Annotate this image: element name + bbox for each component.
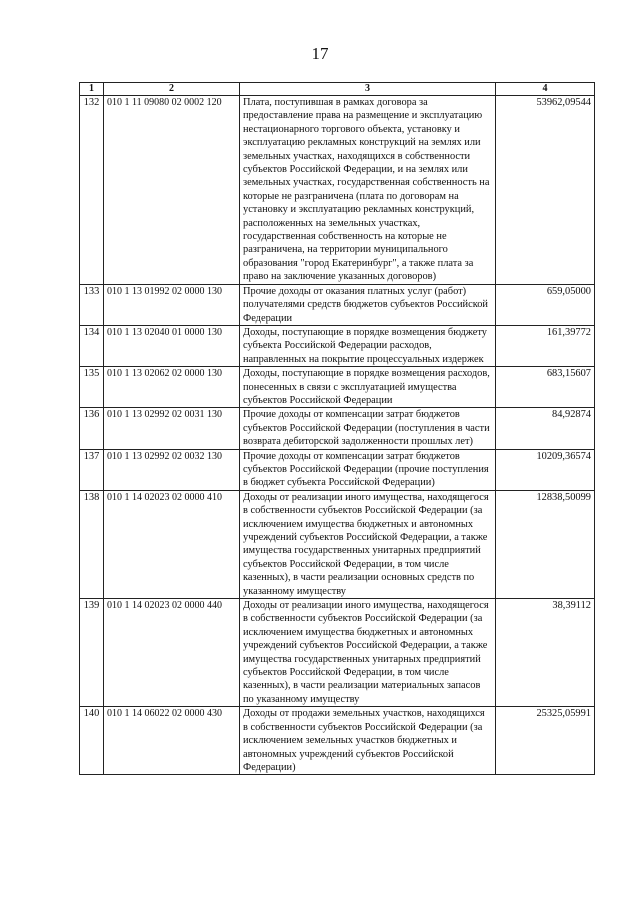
income-amount: 161,39772 — [496, 325, 595, 366]
income-description: Доходы от реализации иного имущества, находящегося в собственности субъектов Российской Федерации (за исключением имущества бюджетных и автономных учреждений субъектов Российской Федерации, а также имущества государственных унитарных предприятий субъектов Российской Федерации, в том числе казенных), в части реализации основных средств по указанному имуществу — [240, 490, 496, 598]
income-description: Доходы от продажи земельных участков, находящихся в собственности субъектов Российской Федерации (за исключением земельных участков бюджетных и автономных учреждений субъектов Российской Федерации) — [240, 707, 496, 775]
table-row — [80, 367, 595, 408]
row-number: 136 — [80, 408, 104, 449]
income-amount: 53962,09544 — [496, 96, 595, 285]
row-number: 139 — [80, 599, 104, 707]
revenue-table — [79, 82, 595, 775]
row-number: 140 — [80, 707, 104, 775]
row-number: 132 — [80, 96, 104, 285]
table-row — [80, 599, 595, 707]
income-description: Доходы от реализации иного имущества, находящегося в собственности субъектов Российской Федерации (за исключением имущества бюджетных и автономных учреждений субъектов Российской Федерации, а также имущества государственных унитарных предприятий субъектов Российской Федерации, в том числе казенных), в части реализации материальных запасов по указанному имуществу — [240, 599, 496, 707]
table-row — [80, 284, 595, 325]
income-description: Доходы, поступающие в порядке возмещения расходов, понесенных в связи с эксплуатацией имущества субъектов Российской Федерации — [240, 367, 496, 408]
income-description: Прочие доходы от оказания платных услуг (работ) получателями средств бюджетов субъектов Российской Федерации — [240, 284, 496, 325]
income-amount: 25325,05991 — [496, 707, 595, 775]
income-amount: 38,39112 — [496, 599, 595, 707]
table-row — [80, 449, 595, 490]
budget-code: 010 1 14 06022 02 0000 430 — [104, 707, 240, 775]
income-amount: 12838,50099 — [496, 490, 595, 598]
income-description: Плата, поступившая в рамках договора за предоставление права на размещение и эксплуатацию нестационарного торгового объекта, установку и эксплуатацию рекламных конструкций на землях или земельных участках, находящихся в собственности субъектов Российской Федерации, и на землях или земельных участках, государственная собственность на которые не разграничена (плата по договорам на установку и эксплуатацию рекламных конструкций, расположенных на земельных участках, государственная собственность на которые не разграничена, на территории муниципального образования "город Екатеринбург", а также плата за право на заключение указанных договоров) — [240, 96, 496, 285]
budget-code: 010 1 14 02023 02 0000 440 — [104, 599, 240, 707]
income-amount: 84,92874 — [496, 408, 595, 449]
table-row — [80, 490, 595, 598]
budget-code: 010 1 14 02023 02 0000 410 — [104, 490, 240, 598]
income-description: Доходы, поступающие в порядке возмещения бюджету субъекта Российской Федерации расходов, направленных на покрытие процессуальных издержек — [240, 325, 496, 366]
income-description: Прочие доходы от компенсации затрат бюджетов субъектов Российской Федерации (прочие поступления в бюджет субъекта Российской Федерации) — [240, 449, 496, 490]
income-amount: 683,15607 — [496, 367, 595, 408]
table-row — [80, 408, 595, 449]
column-header: 1 — [80, 83, 104, 96]
budget-code: 010 1 13 02040 01 0000 130 — [104, 325, 240, 366]
page-number: 17 — [311, 44, 329, 63]
income-description: Прочие доходы от компенсации затрат бюджетов субъектов Российской Федерации (поступления в части возврата дебиторской задолженности прошлых лет) — [240, 408, 496, 449]
column-header: 4 — [496, 83, 595, 96]
row-number: 134 — [80, 325, 104, 366]
budget-code: 010 1 13 02062 02 0000 130 — [104, 367, 240, 408]
row-number: 135 — [80, 367, 104, 408]
table-header-row — [80, 83, 595, 96]
row-number: 133 — [80, 284, 104, 325]
row-number: 138 — [80, 490, 104, 598]
table-row — [80, 707, 595, 775]
budget-code: 010 1 13 01992 02 0000 130 — [104, 284, 240, 325]
budget-code: 010 1 13 02992 02 0032 130 — [104, 449, 240, 490]
income-amount: 659,05000 — [496, 284, 595, 325]
budget-code: 010 1 11 09080 02 0002 120 — [104, 96, 240, 285]
row-number: 137 — [80, 449, 104, 490]
budget-code: 010 1 13 02992 02 0031 130 — [104, 408, 240, 449]
income-amount: 10209,36574 — [496, 449, 595, 490]
table-row — [80, 96, 595, 285]
table-row — [80, 325, 595, 366]
column-header: 2 — [104, 83, 240, 96]
column-header: 3 — [240, 83, 496, 96]
